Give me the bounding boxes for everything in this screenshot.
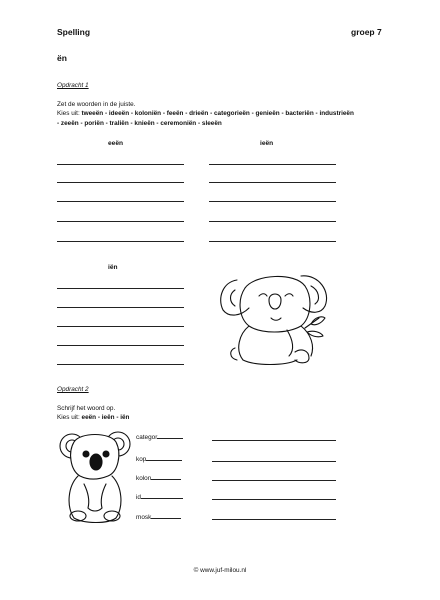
column-title-ien: iën — [108, 264, 118, 271]
word-stem: kolon — [136, 475, 152, 482]
assignment2-title: Opdracht 2 — [57, 386, 89, 393]
answer-line[interactable] — [212, 461, 336, 462]
word-stem-item — [136, 432, 183, 441]
word-stem-item — [136, 473, 181, 482]
fill-blank[interactable] — [151, 512, 181, 519]
assignment2-instruction: Schrijf het woord op. — [57, 405, 116, 412]
word-list-line2: - zeeën - poriën - traliën - knieën - ceremoniën - sleeën — [57, 120, 222, 127]
word-stem: id — [136, 494, 141, 501]
answer-line[interactable] — [57, 221, 184, 222]
answer-line[interactable] — [209, 221, 336, 222]
answer-line[interactable] — [57, 182, 184, 183]
word-stem: categor — [136, 434, 158, 441]
answer-line[interactable] — [212, 499, 336, 500]
answer-line[interactable] — [209, 182, 336, 183]
answer-line[interactable] — [209, 241, 336, 242]
assignment1-title: Opdracht 1 — [57, 82, 89, 89]
answer-line[interactable] — [209, 201, 336, 202]
assignment2-choose — [57, 413, 129, 422]
footer-copyright: © www.juf-milou.nl — [193, 567, 247, 574]
fill-blank[interactable] — [146, 454, 182, 461]
column-title-eeen: eeën — [108, 140, 124, 147]
word-list-line1: tweeën - ideeën - koloniën - feeën - drieën - categorieën - genieën - bacteriën - industrieën — [81, 110, 354, 117]
choose-prefix: Kies uit: — [57, 110, 82, 117]
word-stem-item — [136, 512, 181, 521]
answer-line[interactable] — [57, 201, 184, 202]
word-stem: mosk — [136, 514, 152, 521]
assignment1-word-list — [57, 109, 387, 118]
answer-line[interactable] — [212, 519, 336, 520]
spelling-rule: ën — [57, 53, 67, 63]
subject-title: Spelling — [57, 27, 91, 37]
answer-line[interactable] — [57, 164, 184, 165]
answer-line[interactable] — [57, 288, 184, 289]
answer-line[interactable] — [57, 326, 184, 327]
answer-line[interactable] — [57, 364, 184, 365]
koala-illustration — [215, 268, 335, 368]
answer-line[interactable] — [57, 345, 184, 346]
koala-sitting-illustration — [58, 428, 134, 526]
answer-line[interactable] — [57, 241, 184, 242]
answer-line[interactable] — [57, 307, 184, 308]
fill-blank[interactable] — [141, 492, 183, 499]
fill-blank[interactable] — [151, 473, 181, 480]
column-title-ieen: ieën — [260, 140, 274, 147]
word-stem-item — [136, 454, 182, 463]
answer-line[interactable] — [212, 440, 336, 441]
choose-prefix: Kies uit: — [57, 414, 82, 421]
choose-words: eeën - ieën - iën — [81, 414, 130, 421]
word-stem: kop — [136, 456, 147, 463]
answer-line[interactable] — [212, 480, 336, 481]
answer-line[interactable] — [209, 164, 336, 165]
grade-label: groep 7 — [351, 27, 382, 37]
assignment1-instruction: Zet de woorden in de juiste. — [57, 101, 136, 108]
fill-blank[interactable] — [157, 432, 183, 439]
word-stem-item — [136, 492, 183, 501]
